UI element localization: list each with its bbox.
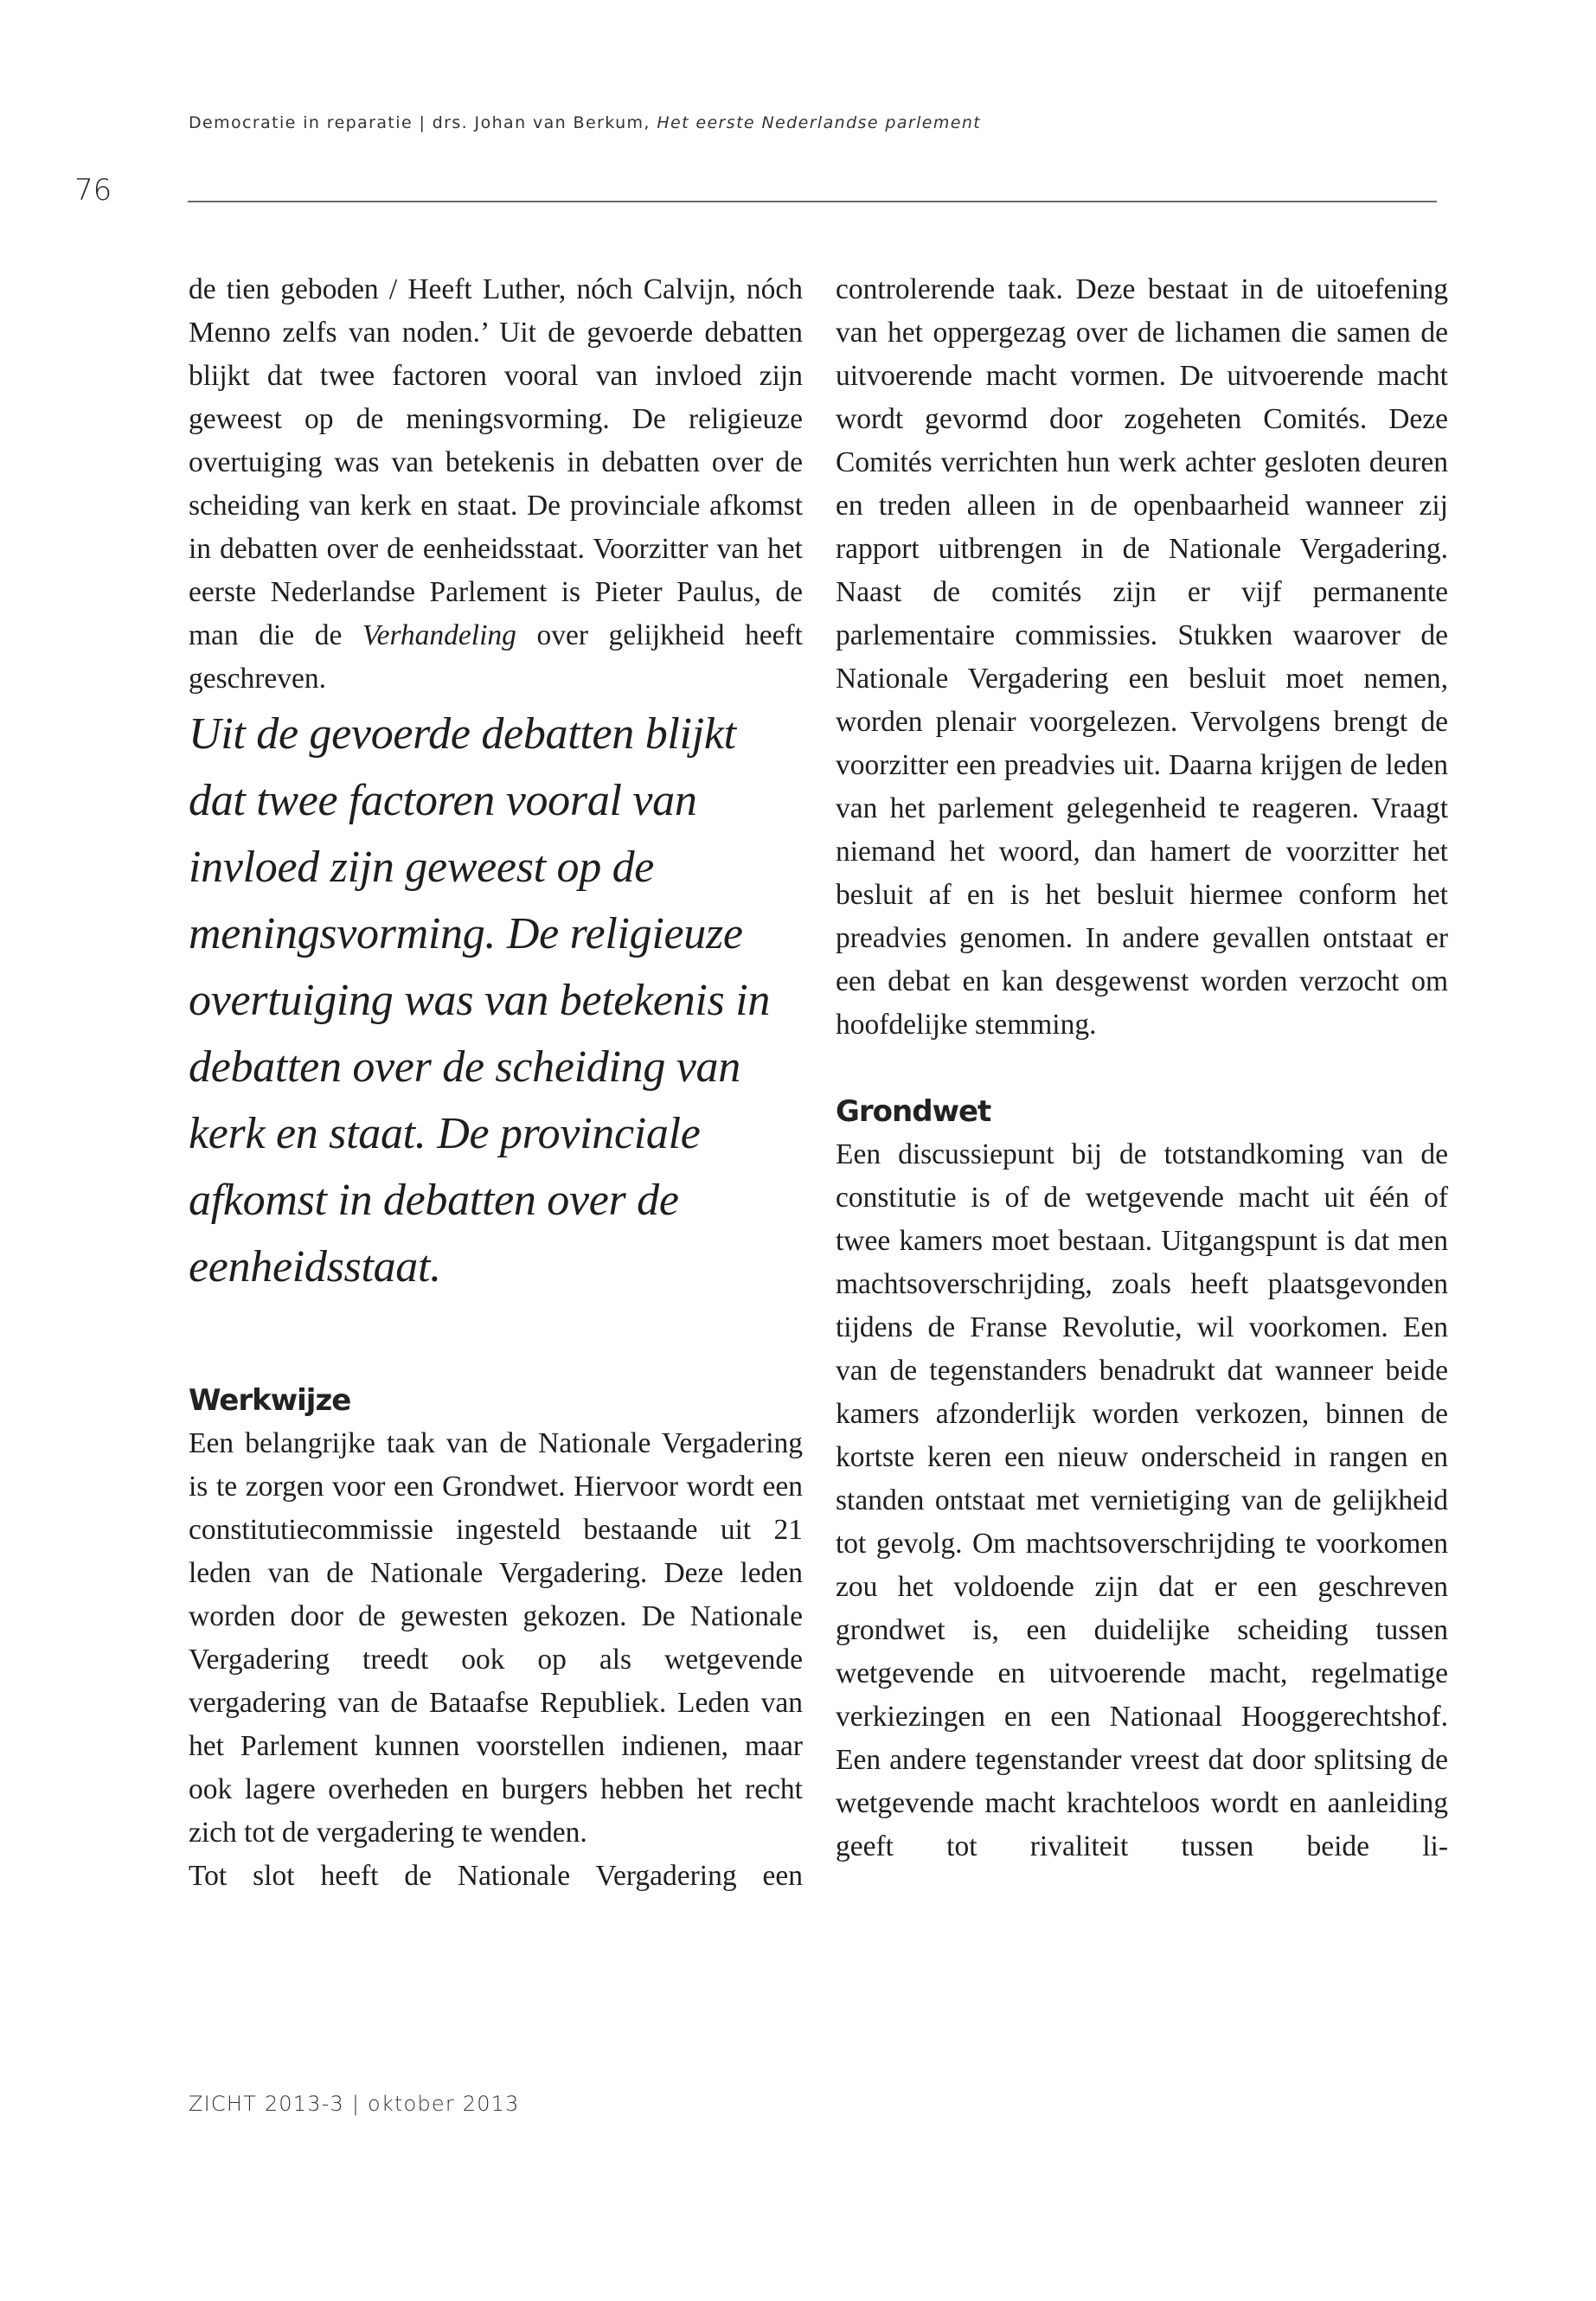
section-heading-grondwet: Grondwet bbox=[836, 1094, 991, 1129]
intro-text-part-1: de tien geboden / Heeft Luther, nóch Calvijn, nóch Menno zelfs van noden.’ Uit de gevoerde debatten blijkt dat twee factoren vooral van invloed zijn geweest op de meningsvorming. De religieuze overtuiging was van betekenis in debatten over de scheiding van kerk en staat. De provinciale afkomst in debatten over de eenheidsstaat. Voorzitter van het eerste Nederlandse Parlement is Pieter Paulus, de man die de bbox=[189, 273, 803, 651]
intro-text-part-2: over gelijkheid heeft geschreven. bbox=[189, 619, 803, 695]
werkwijze-paragraph-2: Tot slot heeft de Nationale Vergadering een bbox=[189, 1860, 803, 1892]
section-heading-werkwijze: Werkwijze bbox=[189, 1383, 351, 1418]
header-divider bbox=[188, 201, 1437, 202]
running-head bbox=[189, 113, 981, 132]
werkwijze-paragraph-1: Een belangrijke taak van de Nationale Vergadering is te zorgen voor een Grondwet. Hiervoor wordt een constitutiecommissie ingesteld bestaande uit 21 leden van de Nationale Vergadering. Deze leden worden door de gewesten gekozen. De Nationale Vergadering treedt ook op als wetgevende vergadering van de Bataafse Republiek. Leden van het Parlement kunnen voorstellen indienen, maar ook lagere overheden en burgers hebben het recht zich tot de vergadering te wenden. bbox=[189, 1427, 803, 1849]
running-head-title: Het eerste Nederlandse parlement bbox=[657, 113, 982, 132]
running-head-prefix: Democratie in reparatie | drs. Johan van Berkum, bbox=[189, 113, 657, 132]
intro-italic-title: Verhandeling bbox=[362, 619, 516, 651]
grondwet-paragraph: Een discussiepunt bij de totstandkoming van de constitutie is of de wetgevende macht uit één of twee kamers moet bestaan. Uitgangspunt is dat men machtsoverschrijding, zoals heeft plaatsgevonden tijdens de Franse Revolutie, wil voorkomen. Een van de tegenstanders benadrukt dat wanneer beide kamers afzonderlijk worden verkozen, binnen de kortste keren een nieuw onderscheid in rangen en standen ontstaat met vernietiging van de gelijkheid tot gevolg. Om machtsoverschrijding te voorkomen zou het voldoende zijn dat er een geschreven grondwet is, een duidelijke scheiding tussen wetgevende en uitvoerende macht, regelmatige verkiezingen en een Nationaal Hooggerechtshof. Een andere tegenstander vreest dat door splitsing de wetgevende macht krachteloos wordt en aanleiding geeft tot rivaliteit tussen beide li- bbox=[836, 1138, 1448, 1862]
pull-quote: Uit de gevoerde debatten blijkt dat twee factoren vooral van invloed zijn geweest op de meningsvorming. De religieuze overtuiging was van betekenis in debatten over de scheiding van kerk en staat. De provinciale afkomst in debatten over de eenheidsstaat. bbox=[189, 709, 771, 1292]
page-number: 76 bbox=[74, 173, 112, 208]
intro-paragraph bbox=[189, 268, 803, 701]
page-footer: ZICHT 2013-3 | oktober 2013 bbox=[189, 2092, 520, 2116]
left-column bbox=[189, 268, 803, 1898]
continuation-paragraph: controlerende taak. Deze bestaat in de uitoefening van het oppergezag over de lichamen die samen de uitvoerende macht vormen. De uitvoerende macht wordt gevormd door zogeheten Comités. Deze Comités verrichten hun werk achter gesloten deuren en treden alleen in de openbaarheid wanneer zij rapport uitbrengen in de Nationale Vergadering. Naast de comités zijn er vijf permanente parlementaire commissies. Stukken waarover de Nationale Vergadering een besluit moet nemen, worden plenair voorgelezen. Vervolgens brengt de voorzitter een preadvies uit. Daarna krijgen de leden van het parlement gelegenheid te reageren. Vraagt niemand het woord, dan hamert de voorzitter het besluit af en is het besluit hiermee conform het preadvies genomen. In andere gevallen ontstaat er een debat en kan desgewenst worden verzocht om hoofdelijke stemming. bbox=[836, 273, 1448, 1041]
right-column bbox=[836, 268, 1448, 1868]
